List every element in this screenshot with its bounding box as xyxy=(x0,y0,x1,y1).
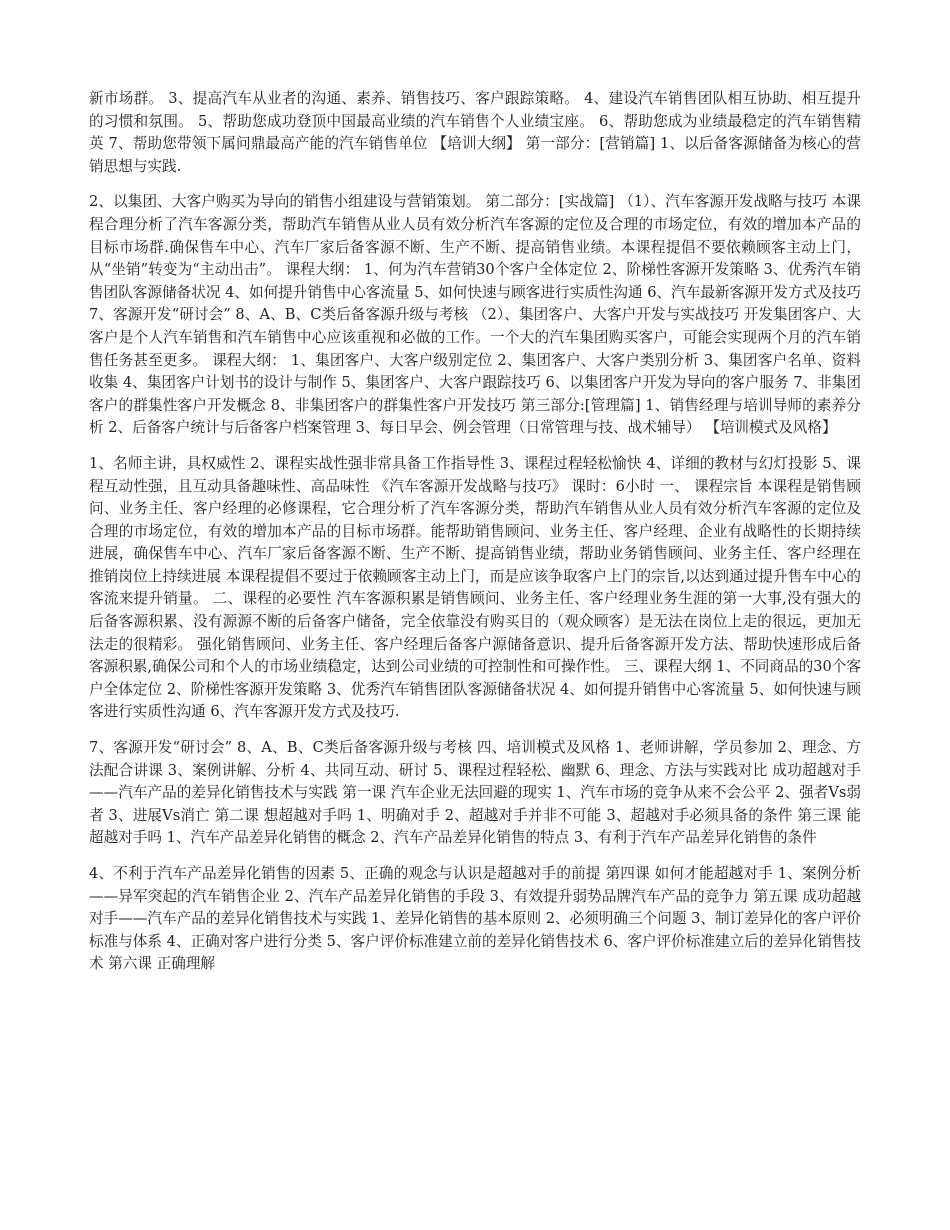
paragraph-differentiation-course: 7、客源开发“研讨会” 8、A、B、C类后备客源升级与考核 四、培训模式及风格 1、老师讲解，学员参加 2、理念、方法配合讲课 3、案例讲解、分析 4、共同互动、研讨 5、课程过程轻松、幽默 6、理念、方法与实践对比 成功超越对手 ——汽车产品的差异化销售技术与实践 第一课 汽车企业无法回避的现实 1、汽车市场的竞争从来不会公平 2、强者Vs弱者 3、进展Vs消亡 第二课 想超越对手吗 1、明确对手 2、超越对手并非不可能 3、超越对手必须具备的条件 第三课 能超越对手吗 1、汽车产品差异化销售的概念 2、汽车产品差异化销售的特点 3、有利于汽车产品差异化销售的条件 xyxy=(89,739,866,847)
document-body xyxy=(89,88,866,989)
paragraph-differentiation-lessons: 4、不利于汽车产品差异化销售的因素 5、正确的观念与认识是超越对手的前提 第四课 如何才能超越对手 1、案例分析——异军突起的汽车销售企业 2、汽车产品差异化销售的手段 3、有效提升弱势品牌汽车产品的竞争力 第五课 成功超越对手——汽车产品的差异化销售技术与实践 1、差异化销售的基本原则 2、必须明确三个问题 3、制订差异化的客户评价标准与体系 4、正确对客户进行分类 5、客户评价标准建立前的差异化销售技术 6、客户评价标准建立后的差异化销售技术 第六课 正确理解 xyxy=(89,865,861,973)
paragraph-training-style: 1、名师主讲，具权威性 2、课程实战性强非常具备工作指导性 3、课程过程轻松愉快 4、详细的教材与幻灯投影 5、课程互动性强，且互动具备趣味性、高品味性 《汽车客源开发战略与技巧》 课时：6小时 一、 课程宗旨 本课程是销售顾问、业务主任、客户经理的必修课程，它合理分析了汽车客源分类，帮助汽车销售从业人员有效分析汽车客源的定位及合理的市场定位，有效的增加本产品的目标市场群。能帮助销售顾问、业务主任、客户经理、企业有战略性的长期持续进展，确保售车中心、汽车厂家后备客源不断、生产不断、提高销售业绩，帮助业务销售顾问、业务主任、客户经理在推销岗位上持续进展 本课程提倡不要过于依赖顾客主动上门，而是应该争取客户上门的宗旨,以达到通过提升售车中心的客流来提升销量。 二、课程的必要性 汽车客源积累是销售顾问、业务主任、客户经理业务生涯的第一大事,没有强大的后备客源积累、没有源源不断的后备客户储备，完全依靠没有购买目的（观众顾客）是无法在岗位上走的很远，更加无法走的很精彩。 强化销售顾问、业务主任、客户经理后备客户源储备意识、提升后备客源开发方法、帮助快速形成后备客源积累,确保公司和个人的市场业绩稳定，达到公司业绩的可控制性和可操作性。 三、课程大纲 1、不同商品的30个客户全体定位 2、阶梯性客源开发策略 3、优秀汽车销售团队客源储备状况 4、如何提升销售中心客流量 5、如何快速与顾客进行实质性沟通 6、汽车客源开发方式及技巧. xyxy=(89,454,861,721)
paragraph-course-outline: 2、以集团、大客户购买为导向的销售小组建设与营销策划。 第二部分：[实战篇] （1）、汽车客源开发战略与技巧 本课程合理分析了汽车客源分类，帮助汽车销售从业人员有效分析汽车客源的定位及合理的市场定位，有效的增加本产品的目标市场群.确保售车中心、汽车厂家后备客源不断、生产不断、提高销售业绩。本课程提倡不要依赖顾客主动上门，从“坐销”转变为“主动出击”。 课程大纲： 1、何为汽车营销30个客户全体定位 2、阶梯性客源开发策略 3、优秀汽车销售团队客源储备状况 4、如何提升销售中心客流量 5、如何快速与顾客进行实质性沟通 6、汽车最新客源开发方式及技巧 7、客源开发“研讨会” 8、A、B、C类后备客源升级与考核 （2）、集团客户、大客户开发与实战技巧 开发集团客户、大客户是个人汽车销售和汽车销售中心应该重视和必做的工作。一个大的汽车集团购买客户，可能会实现两个月的汽车销售任务甚至更多。 课程大纲： 1、集团客户、大客户级别定位 2、集团客户、大客户类别分析 3、集团客户名单、资料收集 4、集团客户计划书的设计与制作 5、集团客户、大客户跟踪技巧 6、以集团客户开发为导向的客户服务 7、非集团客户的群集性客户开发概念 8、非集团客户的群集性客户开发技巧 第三部分:[管理篇] 1、销售经理与培训导师的素养分析 2、后备客户统计与后备客户档案管理 3、每日早会、例会管理（日常管理与技、战术辅导） 【培训模式及风格】 xyxy=(89,193,866,437)
paragraph-intro-goals: 新市场群。 3、提高汽车从业者的沟通、素养、销售技巧、客户跟踪策略。 4、建设汽车销售团队相互协助、相互提升的习惯和氛围。 5、帮助您成功登顶中国最高业绩的汽车销售个人业绩宝座。 6、帮助您成为业绩最稳定的汽车销售精英 7、帮助您带领下属问鼎最高产能的汽车销售单位 【培训大纲】 第一部分：[营销篇] 1、以后备客源储备为核心的营销思想与实践. xyxy=(89,90,861,175)
